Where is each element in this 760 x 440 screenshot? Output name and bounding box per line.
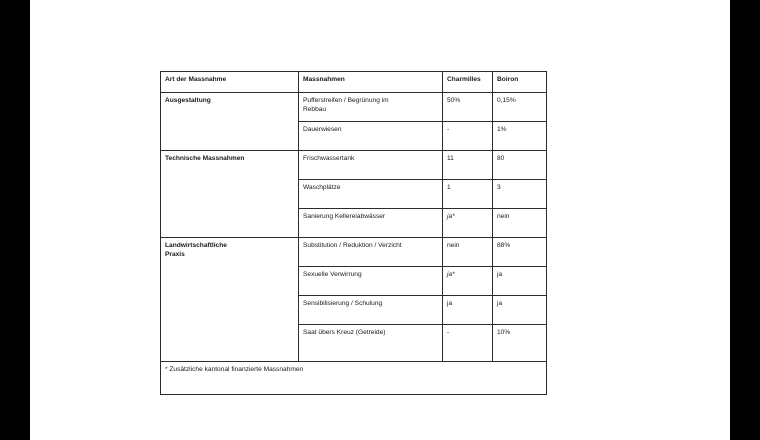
header-cell-category: Art der Massnahme	[161, 72, 299, 93]
table-row	[161, 151, 547, 180]
measure-line-2: Rebbau	[303, 106, 327, 114]
value-cell-charmilles: 50%	[443, 93, 493, 122]
value-cell-boiron: 1%	[493, 122, 547, 151]
measure-cell-sexuelle-verwirrung: Sexuelle Verwirrung	[299, 267, 443, 296]
document-page	[30, 0, 730, 440]
value-cell-boiron: 80	[493, 151, 547, 180]
measure-cell-saat-uebers-kreuz: Saat übers Kreuz (Getreide)	[299, 325, 443, 362]
category-line-2: Praxis	[165, 251, 185, 259]
value-cell-boiron: ja	[493, 267, 547, 296]
measure-cell-pufferstreifen	[299, 93, 443, 122]
measure-cell-waschplaetze: Waschplätze	[299, 180, 443, 209]
value-cell-boiron: nein	[493, 209, 547, 238]
value-cell-charmilles: nein	[443, 238, 493, 267]
footnote-text: * Zusätzliche kantonal finanzierte Massnahmen	[161, 362, 547, 395]
value-cell-charmilles: ja	[443, 296, 493, 325]
value-cell-boiron: 88%	[493, 238, 547, 267]
value-cell-charmilles: -	[443, 325, 493, 362]
category-cell-ausgestaltung: Ausgestaltung	[161, 93, 299, 151]
measure-cell-sensibilisierung-schulung: Sensibilisierung / Schulung	[299, 296, 443, 325]
header-cell-boiron: Boiron	[493, 72, 547, 93]
header-cell-charmilles: Charmilles	[443, 72, 493, 93]
value-cell-boiron: ja	[493, 296, 547, 325]
measures-comparison-table	[160, 71, 547, 395]
header-cell-measure: Massnahmen	[299, 72, 443, 93]
value-cell-charmilles: ja*	[443, 267, 493, 296]
value-cell-boiron: 10%	[493, 325, 547, 362]
value-cell-boiron: 0,15%	[493, 93, 547, 122]
measure-cell-substitution: Substitution / Reduktion / Verzicht	[299, 238, 443, 267]
value-cell-charmilles: -	[443, 122, 493, 151]
table-row	[161, 238, 547, 267]
category-cell-technische-massnahmen: Technische Massnahmen	[161, 151, 299, 238]
value-cell-charmilles: ja*	[443, 209, 493, 238]
value-cell-charmilles: 1	[443, 180, 493, 209]
value-cell-boiron: 3	[493, 180, 547, 209]
value-cell-charmilles: 11	[443, 151, 493, 180]
measure-line-1: Pufferstreifen / Begrünung im	[303, 97, 389, 104]
category-cell-landwirtschaftliche-praxis	[161, 238, 299, 362]
measure-cell-frischwassertank: Frischwassertank	[299, 151, 443, 180]
table-footnote-row	[161, 362, 547, 395]
measures-table-container	[160, 71, 546, 395]
measure-cell-sanierung-kellereiabwaesser: Sanierung Kellereiabwässer	[299, 209, 443, 238]
category-line-1: Landwirtschaftliche	[165, 242, 227, 249]
measure-cell-dauerwiesen: Dauerwiesen	[299, 122, 443, 151]
table-row	[161, 93, 547, 122]
table-header-row	[161, 72, 547, 93]
